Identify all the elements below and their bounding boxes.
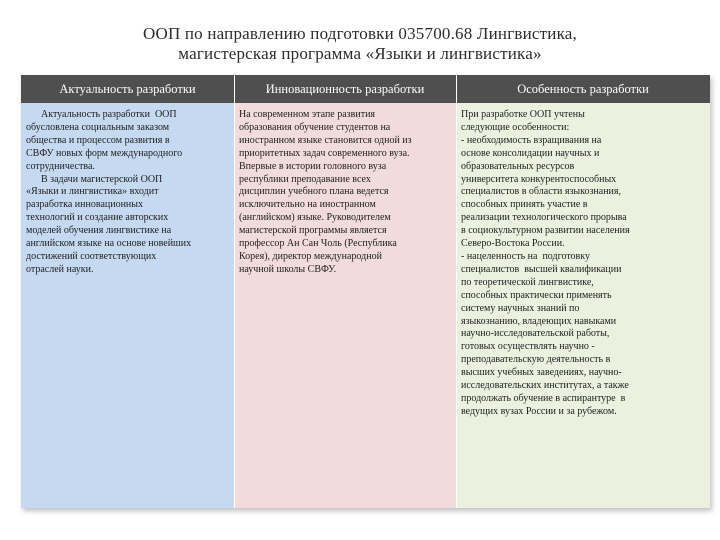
cell-text-line: специалистов в области языкознания, [461, 186, 622, 198]
cell-text-line: На современном этапе развития [239, 109, 376, 120]
cell-text-line: готовых осуществлять научно - [461, 341, 595, 353]
cell-text-line: образования обучение студентов на [239, 121, 391, 133]
cell-text-line: приоритетных задач современного вуза. [239, 147, 410, 159]
cell-text-line: - нацеленность на подготовку [461, 250, 590, 262]
title-line-2: магистерская программа «Языки и лингвистика» [178, 44, 542, 63]
cell-text-line: высших учебных заведениях, научно- [461, 367, 622, 379]
cell-text-line: дисциплин учебного плана ведется [239, 186, 389, 198]
cell-text-line: сотрудничества. [26, 160, 95, 172]
cell-text-line: моделей обучения лингвистике на [26, 225, 172, 237]
cell-text-line: В задачи магистерской ООП [26, 173, 163, 185]
cell-text-line: реализации технологического прорыва [461, 212, 627, 224]
cell-text-line: научной школы СВФУ. [239, 263, 337, 275]
cell-text-line: Корея), директор международной [239, 250, 382, 262]
cell-text-line: способных принять участие в [461, 199, 588, 211]
cell-text-line: Впервые в истории головного вуза [239, 160, 387, 172]
cell-text-line: разработка инновационных [26, 199, 144, 211]
header-relevance: Актуальность разработки [21, 75, 234, 103]
cell-text-line: исследовательских институтах, а также [461, 380, 629, 392]
innovation-cell [234, 103, 456, 508]
cell-text-line: иностранном языке становится одной из [239, 134, 412, 146]
cell-text-line: языкознанию, владеющих навыками [461, 315, 617, 327]
cell-text-line: способных практически применять [461, 289, 612, 301]
cell-text-line: специалистов высшей квалификации [461, 263, 622, 275]
title-line-1: ООП по направлению подготовки 035700.68 Лингвистика, [143, 24, 577, 43]
cell-text-line: «Языки и лингвистика» входит [26, 186, 159, 198]
cell-text-line: технологий и создание авторских [26, 212, 169, 224]
cell-text-line: Северо-Востока России. [461, 238, 565, 250]
header-features: Особенность разработки [456, 75, 710, 103]
cell-text-line: в социокультурном развитии населения [461, 225, 630, 237]
cell-text-line: университета конкурентоспособных [461, 173, 617, 185]
cell-text-line: исключительно на иностранном [239, 199, 376, 211]
cell-text-line: следующие особенности: [461, 121, 570, 133]
cell-text-line: магистерской программы является [239, 225, 387, 237]
header-innovation: Инновационность разработки [234, 75, 456, 103]
cell-text-line: (английском) языке. Руководителем [239, 212, 391, 224]
cell-text-line: основе консолидации научных и [461, 147, 600, 159]
cell-text-line: научно-исследовательской работы, [461, 328, 610, 340]
cell-text-line: общества и процессом развития в [26, 134, 170, 146]
cell-text-line: республики преподавание всех [239, 173, 371, 185]
cell-text-line: При разработке ООП учтены [461, 109, 585, 120]
cell-text-line: профессор Ан Сан Чоль (Республика [239, 238, 397, 250]
cell-text-line: - необходимость взращивания на [461, 134, 602, 146]
cell-text-line: образовательных ресурсов [461, 160, 575, 172]
content-table [21, 75, 710, 508]
relevance-cell [21, 103, 234, 508]
cell-text-line: преподавательскую деятельность в [461, 354, 611, 366]
features-cell [456, 103, 710, 508]
cell-text-line: продолжать обучение в аспирантуре в [461, 392, 626, 404]
cell-text-line: ведущих вузах России и за рубежом. [461, 405, 617, 417]
page-title [0, 24, 720, 64]
column-divider [456, 75, 457, 508]
cell-text-line: СВФУ новых форм международного [26, 147, 183, 159]
cell-text-line: обусловлена социальным заказом [26, 121, 170, 133]
cell-text-line: достижений соответствующих [26, 250, 157, 262]
cell-text-line: Актуальность разработки ООП [26, 109, 177, 120]
cell-text-line: по теоретической лингвистике, [461, 276, 594, 288]
cell-text-line: систему научных знаний по [461, 302, 580, 314]
column-divider [234, 75, 235, 508]
cell-text-line: английском языке на основе новейших [26, 238, 192, 250]
cell-text-line: отраслей науки. [26, 263, 94, 275]
